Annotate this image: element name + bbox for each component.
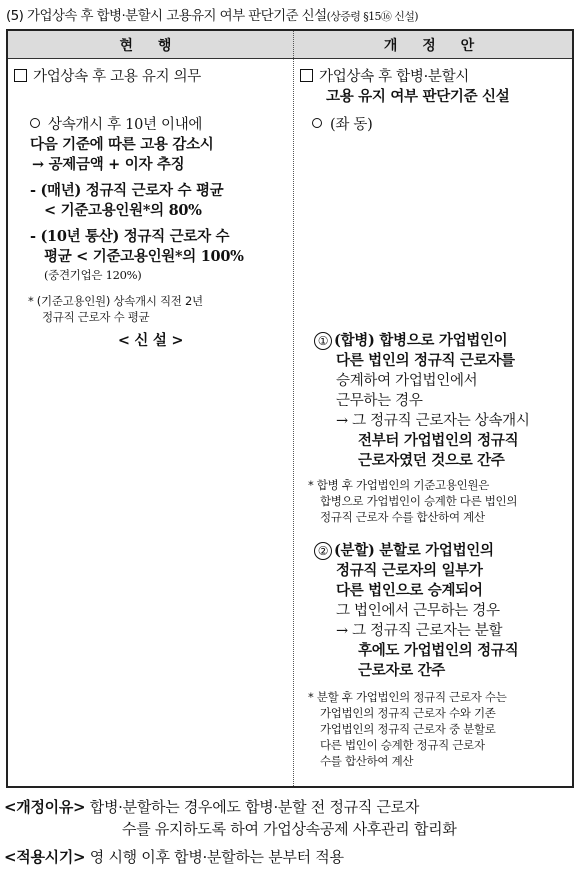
merger-line: 전부터 가업법인의 정규직 (358, 432, 519, 449)
current-heading-text: 가업상속 후 고용 유지 의무 (33, 69, 202, 85)
merger-line: → 그 정규직 근로자는 상속개시 (336, 413, 530, 429)
checkbox-square-icon (300, 69, 313, 82)
current-dash-note: (중견기업은 120%) (44, 268, 142, 282)
application-timing (4, 846, 576, 868)
circled-number-2: ② (314, 542, 332, 560)
split-note-line: 가업법인의 정규직 근로자 중 분할로 (320, 722, 496, 736)
split-line: (분할) 분할로 가업법인의 (334, 542, 494, 559)
merger-note-line: 합병으로 가업법인이 승계한 다른 법인의 (320, 494, 518, 508)
split-note-line: 수를 합산하여 계산 (320, 754, 414, 768)
split-line: 다른 법인으로 승계되어 (336, 582, 483, 599)
revised-same (312, 115, 568, 135)
circle-bullet-icon (30, 118, 40, 128)
section-title (6, 4, 576, 24)
split-line: 정규직 근로자의 일부가 (336, 562, 483, 579)
current-dash-line: < 기준고용인원*의 80% (44, 202, 202, 219)
circle-bullet-icon (312, 118, 322, 128)
split-note-line: 다른 법인이 승계한 정규직 근로자 (320, 738, 485, 752)
revision-reason-label: <개정이유> (4, 798, 86, 816)
current-dash-line: - (매년) 정규직 근로자 수 평균 (30, 182, 224, 199)
merger-note (308, 477, 572, 525)
current-heading (14, 67, 290, 87)
merger-line: (합병) 합병으로 가업법인이 (334, 332, 508, 349)
revised-heading (300, 67, 572, 107)
revision-reason-text: 수를 유지하도록 하여 가업상속공제 사후관리 합리화 (122, 820, 457, 838)
merger-line: 근무하는 경우 (336, 393, 423, 409)
application-timing-label: <적용시기> (4, 848, 86, 866)
revised-heading-text: 가업상속 후 합병·분할시 (319, 69, 469, 85)
header-revised: 개 정 안 (383, 38, 485, 54)
header-current: 현 행 (119, 38, 182, 54)
revised-same-text: (좌 동) (330, 117, 373, 133)
new-provision-label: < 신 설 > (117, 332, 184, 349)
split-note-line: 가업법인의 정규직 근로자 수와 기존 (320, 706, 496, 720)
current-item-line: → 공제금액 + 이자 추징 (32, 156, 185, 173)
current-dash2 (30, 227, 292, 283)
merger-line: 승계하여 가업법인에서 (336, 373, 478, 389)
table-header (8, 31, 572, 59)
merger-line: 다른 법인의 정규직 근로자를 (336, 352, 515, 369)
section-title-text: (5) 가업상속 후 합병·분할시 고용유지 여부 판단기준 신설 (6, 8, 327, 24)
split-note (308, 689, 572, 769)
merger-block (314, 331, 572, 471)
split-block (314, 541, 572, 681)
checkbox-square-icon (14, 69, 27, 82)
merger-line: 근로자였던 것으로 간주 (358, 452, 505, 469)
revision-reason (4, 796, 576, 840)
comparison-table (6, 29, 574, 788)
revised-heading-text: 고용 유지 여부 판단기준 신설 (326, 88, 510, 105)
application-timing-text: 영 시행 이후 합병·분할하는 분부터 적용 (89, 848, 344, 866)
circled-number-1: ① (314, 332, 332, 350)
merger-note-line: 정규직 근로자 수를 합산하여 계산 (320, 510, 485, 524)
current-item-line: 상속개시 후 10년 이내에 (48, 117, 203, 133)
split-line: → 그 정규직 근로자는 분할 (336, 623, 503, 639)
revision-reason-text: 합병·분할하는 경우에도 합병·분할 전 정규직 근로자 (89, 798, 420, 816)
column-divider (293, 31, 294, 786)
current-footnote-line: 정규직 근로자 수 평균 (42, 310, 150, 324)
current-item-line: 다음 기준에 따른 고용 감소시 (30, 136, 214, 153)
split-line: 그 법인에서 근무하는 경우 (336, 603, 500, 619)
legal-reference: (상증령 §15⑯ 신설) (326, 10, 418, 23)
current-item (30, 115, 290, 175)
current-dash1 (30, 181, 290, 221)
merger-note-line: * 합병 후 가업법인의 기준고용인원은 (308, 478, 490, 492)
current-dash-line: 평균 < 기준고용인원*의 100% (44, 248, 244, 265)
current-footnote-line: * (기준고용인원) 상속개시 직전 2년 (28, 294, 203, 308)
split-line: 후에도 가업법인의 정규직 (358, 642, 519, 659)
current-footnote (28, 293, 290, 325)
current-dash-line: - (10년 통산) 정규직 근로자 수 (30, 228, 230, 245)
split-note-line: * 분할 후 가업법인의 정규직 근로자 수는 (308, 690, 507, 704)
split-line: 근로자로 간주 (358, 662, 445, 679)
